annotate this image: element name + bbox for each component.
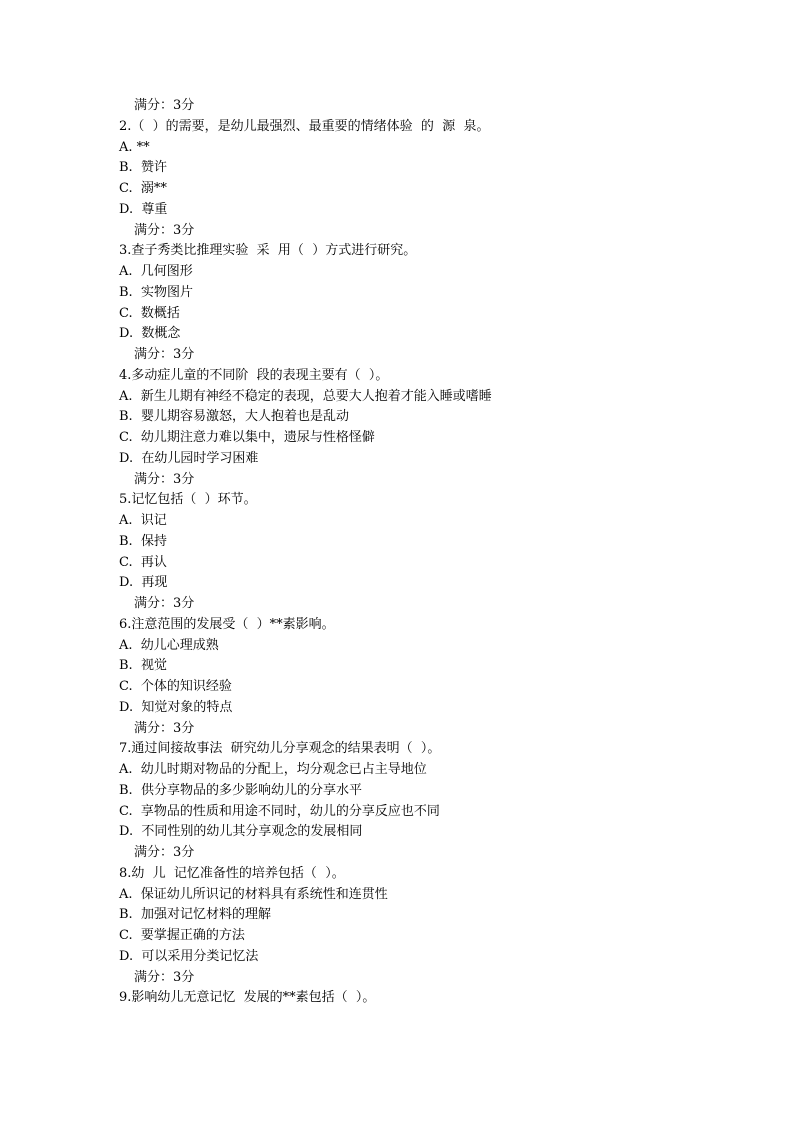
option-c: C. 溺** (119, 181, 167, 196)
option-c: C. 个体的知识经验 (119, 679, 232, 694)
question-stem: 3.查子秀类比推理实验 采 用（ ）方式进行研究。 (119, 243, 417, 259)
question-score: 满分：3分 (134, 720, 195, 736)
option-b: B. 实物图片 (119, 284, 193, 300)
question-stem: 7.通过间接故事法 研究幼儿分享观念的结果表明（ ）。 (119, 741, 441, 757)
option-a: A. 几何图形 (119, 264, 193, 279)
option-b: B. 保持 (119, 533, 167, 549)
option-d: D. 再现 (119, 575, 168, 591)
question-stem: 8.幼 儿 记忆准备性的培养包括（ ）。 (119, 865, 345, 881)
option-c: C. 再认 (119, 554, 167, 570)
option-d: D. 不同性别的幼儿其分享观念的发展相同 (119, 824, 363, 840)
question-score: 满分：3分 (134, 969, 195, 985)
question-score: 满分：3分 (134, 347, 195, 362)
option-d: D. 数概念 (119, 326, 181, 342)
option-a: A. ** (119, 139, 150, 155)
question-score: 满分：3分 (134, 596, 195, 611)
option-c: C. 幼儿期注意力难以集中，遗尿与性格怪僻 (119, 430, 375, 445)
option-a: A. 新生儿期有神经不稳定的表现，总要大人抱着才能入睡或嗜睡 (119, 388, 492, 404)
option-b: B. 赞许 (119, 160, 167, 176)
question-stem: 9.影响幼儿无意记忆 发展的**素包括（ ）。 (119, 990, 376, 1006)
question-score: 满分：3分 (134, 98, 195, 113)
question-score: 满分：3分 (134, 845, 195, 860)
option-d: D. 在幼儿园时学习困难 (119, 450, 259, 466)
option-a: A. 幼儿时期对物品的分配上，均分观念已占主导地位 (119, 762, 427, 777)
question-stem: 2.（ ）的需要，是幼儿最强烈、最重要的情绪体验 的 源 泉。 (119, 118, 490, 134)
option-a: A. 幼儿心理成熟 (119, 637, 219, 653)
question-score: 满分：3分 (134, 222, 195, 238)
option-c: C. 享物品的性质和用途不同时，幼儿的分享反应也不同 (119, 803, 440, 819)
option-b: B. 婴儿期容易激怒，大人抱着也是乱动 (119, 409, 349, 425)
question-stem: 5.记忆包括（ ）环节。 (119, 492, 257, 508)
option-d: D. 尊重 (119, 201, 168, 217)
option-a: A. 保证幼儿所识记的材料具有系统性和连贯性 (119, 886, 388, 902)
option-b: B. 视觉 (119, 658, 167, 674)
option-c: C. 数概括 (119, 305, 180, 321)
question-stem: 4.多动症儿童的不同阶 段的表现主要有（ ）。 (119, 367, 389, 383)
option-c: C. 要掌握正确的方法 (119, 928, 245, 943)
option-d: D. 知觉对象的特点 (119, 699, 233, 715)
option-b: B. 供分享物品的多少影响幼儿的分享水平 (119, 782, 362, 798)
option-a: A. 识记 (119, 513, 167, 528)
question-score: 满分：3分 (134, 471, 195, 487)
option-d: D. 可以采用分类记忆法 (119, 948, 259, 964)
option-b: B. 加强对记忆材料的理解 (119, 907, 271, 923)
question-stem: 6.注意范围的发展受（ ）**素影响。 (119, 616, 335, 632)
question-list (119, 96, 719, 1009)
